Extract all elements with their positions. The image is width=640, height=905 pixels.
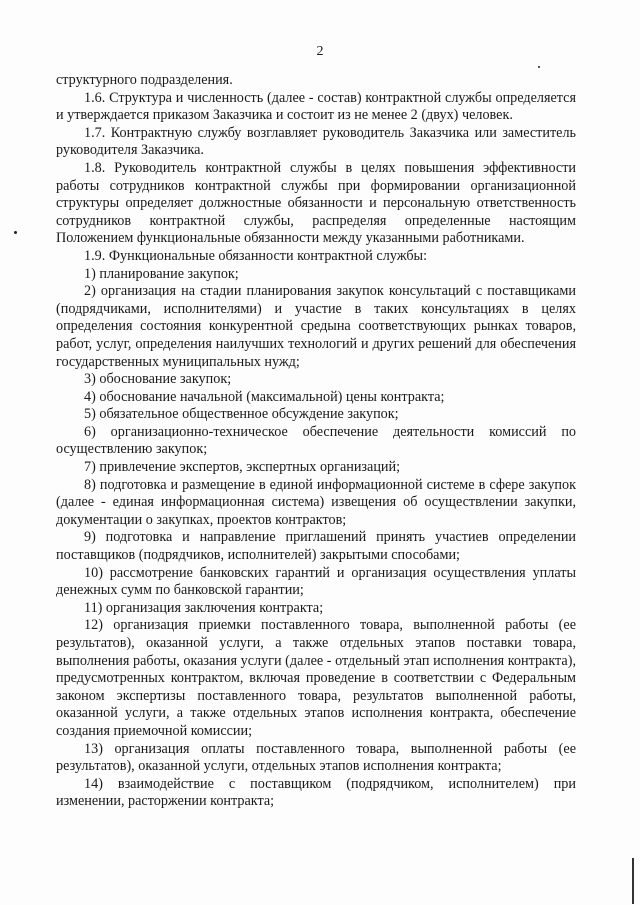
list-item: 9) подготовка и направление приглашений принять участиев определении поставщиков (подрядчиков, исполнителей) закрытыми способами; [56,529,576,564]
list-item: 5) обязательное общественное обсуждение закупок; [84,406,399,423]
list-item: 7) привлечение экспертов, экспертных организаций; [84,459,401,476]
page-number: 2 [316,44,324,59]
scan-speck [14,231,17,234]
list-item: 11) организация заключения контракта; [84,599,324,616]
list-item: 12) организация приемки поставленного товара, выполненной работы (ее результатов), оказанной услуги, а также отдельных этапов поставки товара, выполнения работы, оказания услуги (далее - отдельный этап исполнения контракта), предусмотренных контрактом, включая проведение в соответствии с Федеральным законом экспертизы поставленного товара, результатов выполненной работы, оказанной услуги, а также отдельных этапов исполнения контракта, обеспечение создания приемочной комиссии; [56,617,576,739]
list-item: 10) рассмотрение банковских гарантий и организация осуществления уплаты денежных сумм по банковской гарантии; [56,564,576,599]
list-item: 14) взаимодействие с поставщиком (подрядчиком, исполнителем) при изменении, расторжении контракта; [56,775,576,810]
paragraph: 1.9. Функциональные обязанности контрактной службы: [84,247,428,264]
list-item: 8) подготовка и размещение в единой информационной системе в сфере закупок (далее - единая информационная система) извещения об осуществлении закупки, документации о закупках, проектов контрактов; [56,476,576,528]
list-item: 1) планирование закупок; [84,265,239,282]
list-item: 6) организационно-техническое обеспечение деятельности комиссий по осуществлению закупок; [56,423,576,458]
paragraph: 1.6. Структура и численность (далее - состав) контрактной службы определяется и утверждается приказом Заказчика и состоит из не менее 2 (двух) человек. [56,89,576,124]
list-item: 3) обоснование закупок; [84,371,232,388]
paragraph: 1.8. Руководитель контрактной службы в целях повышения эффективности работы сотрудников контрактной службы при формировании организационной структуры определяет должностные обязанности и персональную ответственность сотрудников контрактной службы, распределяя определенные настоящим Положением функциональные обязанности между указанными работниками. [56,159,576,247]
paragraph: 1.7. Контрактную службу возглавляет руководитель Заказчика или заместитель руководителя Заказчика. [56,124,576,159]
paragraph: структурного подразделения. [56,72,233,88]
list-item: 13) организация оплаты поставленного товара, выполненной работы (ее результатов), оказанной услуги, отдельных этапов исполнения контракта; [56,740,576,775]
list-item: 2) организация на стадии планирования закупок консультаций с поставщиками (подрядчиками, исполнителями) и участие в таких консультациях в целях определения состояния конкурентной средына соответствующих рынках товаров, работ, услуг, определения наилучших технологий и других решений для обеспечения государственных муниципальных нужд; [56,283,576,370]
scan-speck [538,66,540,68]
document-body [56,72,576,811]
scan-edge-mark [632,858,634,904]
list-item: 4) обоснование начальной (максимальной) цены контракта; [84,388,445,405]
